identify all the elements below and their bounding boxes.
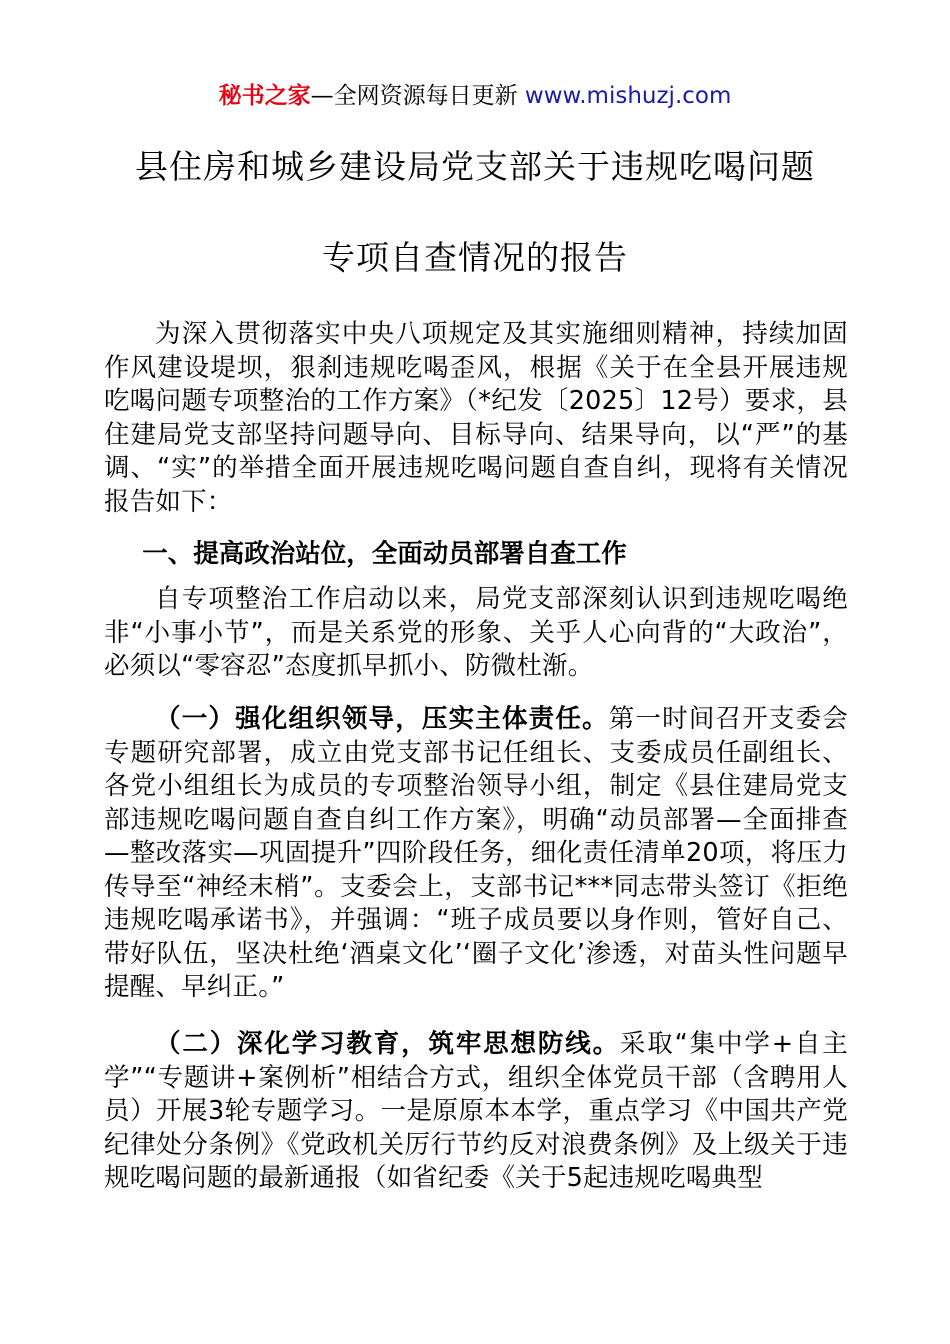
site-brand: 秘书之家 — [218, 83, 311, 109]
document-title-line-2: 专项自查情况的报告 — [322, 238, 628, 277]
intro-paragraph: 为深入贯彻落实中央八项规定及其实施细则精神，持续加固作风建设堤坝，狠刹违规吃喝歪风，根据《关于在全县开展违规吃喝问题专项整治的工作方案》（*纪发〔2025〕12号）要求，县住建局党支部坚持问题导向、目标导向、结果导向，以“严”的基调、“实”的举措全面开展违规吃喝问题自查自纠，现将有关情况报告如下： — [104, 319, 848, 517]
subsection-1-paragraph — [104, 703, 848, 1005]
section-1-paragraph: 自专项整治工作启动以来，局党支部深刻认识到违规吃喝绝非“小事小节”，而是关系党的形象、关乎人心向背的“大政治”，必须以“零容忍”态度抓早抓小、防微杜渐。 — [104, 584, 848, 681]
site-slogan: —全网资源每日更新 — [310, 83, 518, 109]
subsection-2-paragraph — [104, 1028, 848, 1196]
section-heading-1: 一、提高政治站位，全面动员部署自查工作 — [142, 539, 627, 569]
site-header — [0, 80, 950, 112]
document-title-line-1: 县住房和城乡建设局党支部关于违规吃喝问题 — [135, 147, 815, 186]
subsection-1-text: 第一时间召开支委会专题研究部署，成立由党支部书记任组长、支委成员任副组长、各党小组组长为成员的专项整治领导小组，制定《县住建局党支部违规吃喝问题自查自纠工作方案》，明确“动员部署—全面排查—整改落实—巩固提升”四阶段任务，细化责任清单20项，将压力传导至“神经末梢”。支委会上，支部书记***同志带头签订《拒绝违规吃喝承诺书》，并强调：“班子成员要以身作则，管好自己、带好队伍，坚决杜绝‘酒桌文化’‘圈子文化’渗透，对苗头性问题早提醒、早纠正。” — [104, 704, 848, 1002]
subsection-2-heading: （二）深化学习教育，筑牢思想防线。 — [155, 1029, 620, 1059]
subsection-1-heading: （一）强化组织领导，压实主体责任。 — [155, 704, 609, 734]
subsection-2-text: 采取“集中学+自主学”“专题讲+案例析”相结合方式，组织全体党员干部（含聘用人员）开展3轮专题学习。一是原原本本学，重点学习《中国共产党纪律处分条例》《党政机关厉行节约反对浪费条例》及上级关于违规吃喝问题的最新通报（如省纪委《关于5起违规吃喝典型 — [104, 1029, 848, 1193]
site-url-link[interactable]: www.mishuzj.com — [524, 83, 732, 109]
